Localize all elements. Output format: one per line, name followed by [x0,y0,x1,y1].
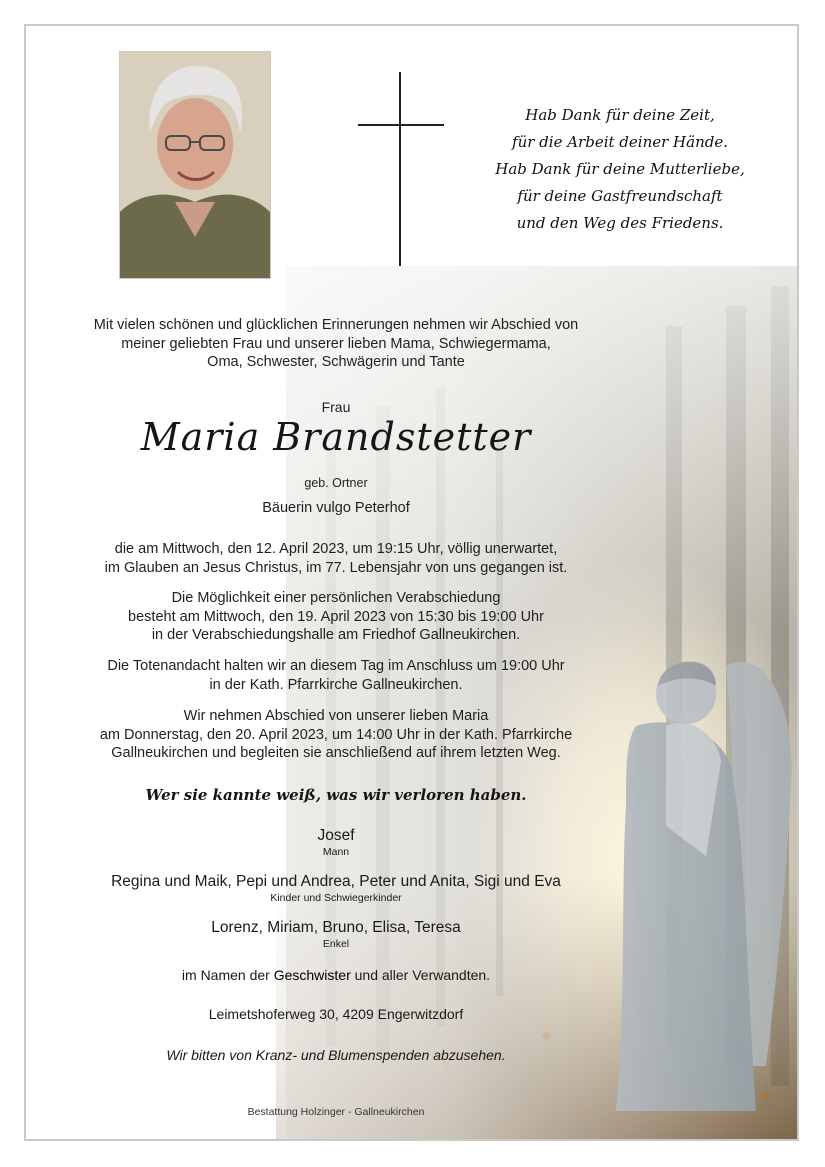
cross-icon [358,72,444,266]
family-names: Josef [317,827,355,844]
relatives-suffix: und aller Verwandten. [350,967,491,983]
family-names: Lorenz, Miriam, Bruno, Elisa, Teresa [211,919,461,936]
address: Leimetshoferweg 30, 4209 Engerwitzdorf [208,1006,464,1022]
family-relation: Mann [322,846,350,858]
poem-line: für deine Gastfreundschaft [517,187,723,205]
funeral-line: am Donnerstag, den 20. April 2023, um 14:00 Uhr in der Kath. Pfarrkirche [99,726,573,743]
intro-text [56,316,616,372]
donation-request: Wir bitten von Kranz- und Blumenspenden abzusehen. [166,1047,506,1063]
farewell-line: in der Verabschiedungshalle am Friedhof Gallneukirchen. [151,627,521,643]
family-grandchildren [56,918,616,951]
deceased-name: Maria Brandstetter [140,415,532,459]
memorial-quote: Wer sie kannte weiß, was wir verloren haben. [145,786,527,804]
prayer-line: Die Totenandacht halten wir an diesem Tag im Anschluss um 19:00 Uhr [107,658,565,674]
relatives-line [56,967,616,983]
poem [460,102,780,237]
funeral-line: Gallneukirchen und begleiten sie anschließend auf ihrem letzten Weg. [111,745,561,761]
farewell-line: besteht am Mittwoch, den 19. April 2023 von 15:30 bis 19:00 Uhr [128,608,544,625]
relatives-prefix: im Namen der [181,967,274,983]
notice-line: die am Mittwoch, den 12. April 2023, um 19:15 Uhr, völlig unerwartet, [114,541,558,557]
death-notice [56,540,616,577]
intro-line: Oma, Schwester, Schwägerin und Tante [207,354,465,370]
obituary-frame [24,24,799,1141]
family-relation: Kinder und Schwiegerkinder [270,892,402,904]
funeral-home: Bestattung Holzinger - Gallneukirchen [247,1106,425,1118]
family-names: Regina und Maik, Pepi und Andrea, Peter und Anita, Sigi und Eva [111,873,561,890]
intro-line: Mit vielen schönen und glücklichen Erinnerungen nehmen wir Abschied von [93,317,579,333]
birth-name: geb. Ortner [304,476,368,490]
intro-line: meiner geliebten Frau und unserer lieben Mama, Schwiegermama, [121,335,551,352]
farewell-info [56,589,616,645]
portrait-photo [120,52,270,278]
prayer-line: in der Kath. Pfarrkirche Gallneukirchen. [209,676,463,693]
relatives-emphasis: Geschwister [273,967,351,983]
prayer-info [56,657,616,694]
poem-line: für die Arbeit deiner Hände. [512,133,728,151]
family-children [56,872,616,905]
farewell-line: Die Möglichkeit einer persönlichen Verabschiedung [171,590,501,606]
funeral-line: Wir nehmen Abschied von unserer lieben Maria [183,708,489,724]
funeral-info [56,707,616,763]
poem-line: Hab Dank für deine Mutterliebe, [495,160,745,178]
salutation: Frau [321,399,351,415]
poem-line: und den Weg des Friedens. [516,214,724,232]
portrait-illustration [120,52,270,278]
family-relation: Enkel [322,938,350,950]
notice-line: im Glauben an Jesus Christus, im 77. Lebensjahr von uns gegangen ist. [104,559,568,576]
poem-line: Hab Dank für deine Zeit, [525,106,715,124]
family-husband [56,826,616,859]
deceased-title: Bäuerin vulgo Peterhof [262,500,410,516]
